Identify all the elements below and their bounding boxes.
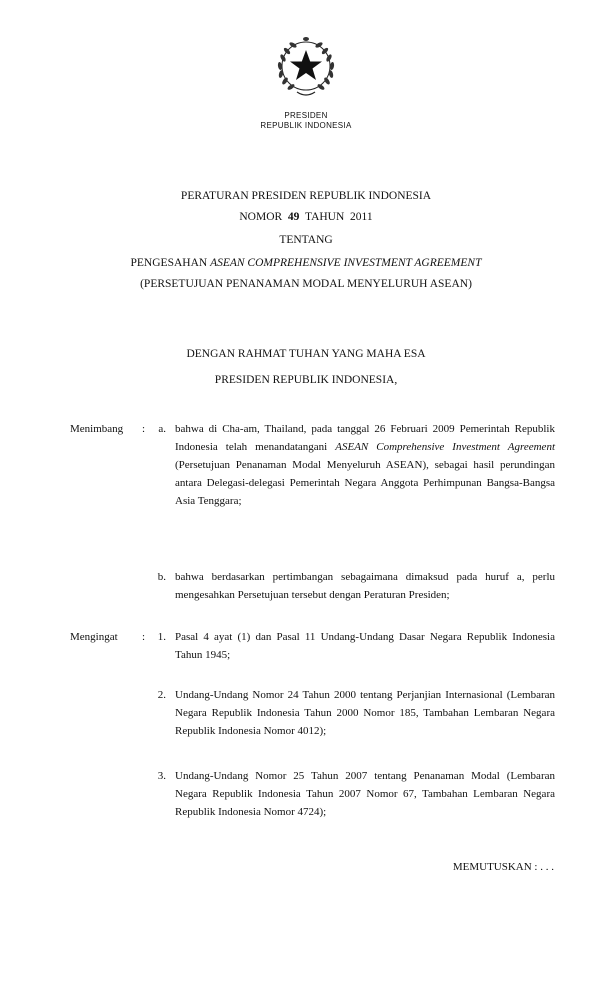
item-a-text-before: bahwa di Cha-am, Thailand, pada tanggal 26 Februari 2009 Pemerintah Republik Indonesia telah menandatangani: [175, 423, 555, 453]
menimbang-item-a: [175, 420, 555, 510]
mengingat-item-2: Undang-Undang Nomor 24 Tahun 2000 tentang Perjanjian Internasional (Lembaran Negara Republik Indonesia Tahun 2000 Nomor 185, Tambahan Lembaran Negara Republik Indonesia Nomor 4012);: [175, 689, 555, 737]
nomor-value: 49: [287, 211, 300, 223]
seal-caption-line2: REPUBLIK INDONESIA: [260, 121, 352, 130]
subject-prefix: PENGESAHAN: [130, 257, 208, 269]
seal-caption-line1: PRESIDEN: [284, 111, 328, 120]
mengingat-item-mark: 1.: [157, 631, 166, 643]
menimbang-item-b: bahwa berdasarkan pertimbangan sebagaimana dimaksud pada huruf a, perlu mengesahkan Persetujuan tersebut dengan Peraturan Presiden;: [175, 571, 555, 601]
title-nomor: [0, 210, 612, 225]
menimbang-label: Menimbang: [70, 423, 124, 435]
preamble-line2: PRESIDEN REPUBLIK INDONESIA,: [214, 374, 398, 386]
title-subject-translation: (PERSETUJUAN PENANAMAN MODAL MENYELURUH ASEAN): [140, 278, 472, 290]
mengingat-item-3: Undang-Undang Nomor 25 Tahun 2007 tentang Penanaman Modal (Lembaran Negara Republik Indonesia Tahun 2007 Nomor 67, Tambahan Lembaran Negara Republik Indonesia Nomor 4724);: [175, 770, 555, 818]
tahun-value: 2011: [350, 211, 373, 223]
mengingat-colon: :: [142, 631, 146, 643]
presidential-seal-emblem: [269, 28, 343, 108]
item-a-text-after: (Persetujuan Penanaman Modal Menyeluruh ASEAN), sebagai hasil perundingan antara Delegasi-delegasi Pemerintah Negara Anggota Perhimpunan Bangsa-Bangsa Asia Tenggara;: [175, 459, 555, 507]
subject-italic: ASEAN COMPREHENSIVE INVESTMENT AGREEMENT: [210, 257, 482, 269]
title-subject: [0, 256, 612, 271]
mengingat-item-1: Pasal 4 ayat (1) dan Pasal 11 Undang-Undang Dasar Negara Republik Indonesia Tahun 1945;: [175, 631, 555, 661]
mengingat-item-mark: 2.: [157, 689, 166, 701]
nomor-label: NOMOR: [239, 211, 283, 223]
preamble-line1: DENGAN RAHMAT TUHAN YANG MAHA ESA: [186, 348, 426, 360]
page-continuation: MEMUTUSKAN : . . .: [452, 861, 554, 873]
title-line1: PERATURAN PRESIDEN REPUBLIK INDONESIA: [180, 190, 432, 202]
menimbang-item-mark: b.: [157, 571, 166, 583]
menimbang-item-mark: a.: [158, 423, 166, 435]
item-a-text-italic: ASEAN Comprehensive Investment Agreement: [335, 441, 555, 453]
mengingat-item-mark: 3.: [157, 770, 166, 782]
menimbang-colon: :: [142, 423, 146, 435]
title-tentang: TENTANG: [279, 234, 333, 246]
mengingat-label: Mengingat: [70, 631, 118, 643]
tahun-label: TAHUN: [304, 211, 345, 223]
